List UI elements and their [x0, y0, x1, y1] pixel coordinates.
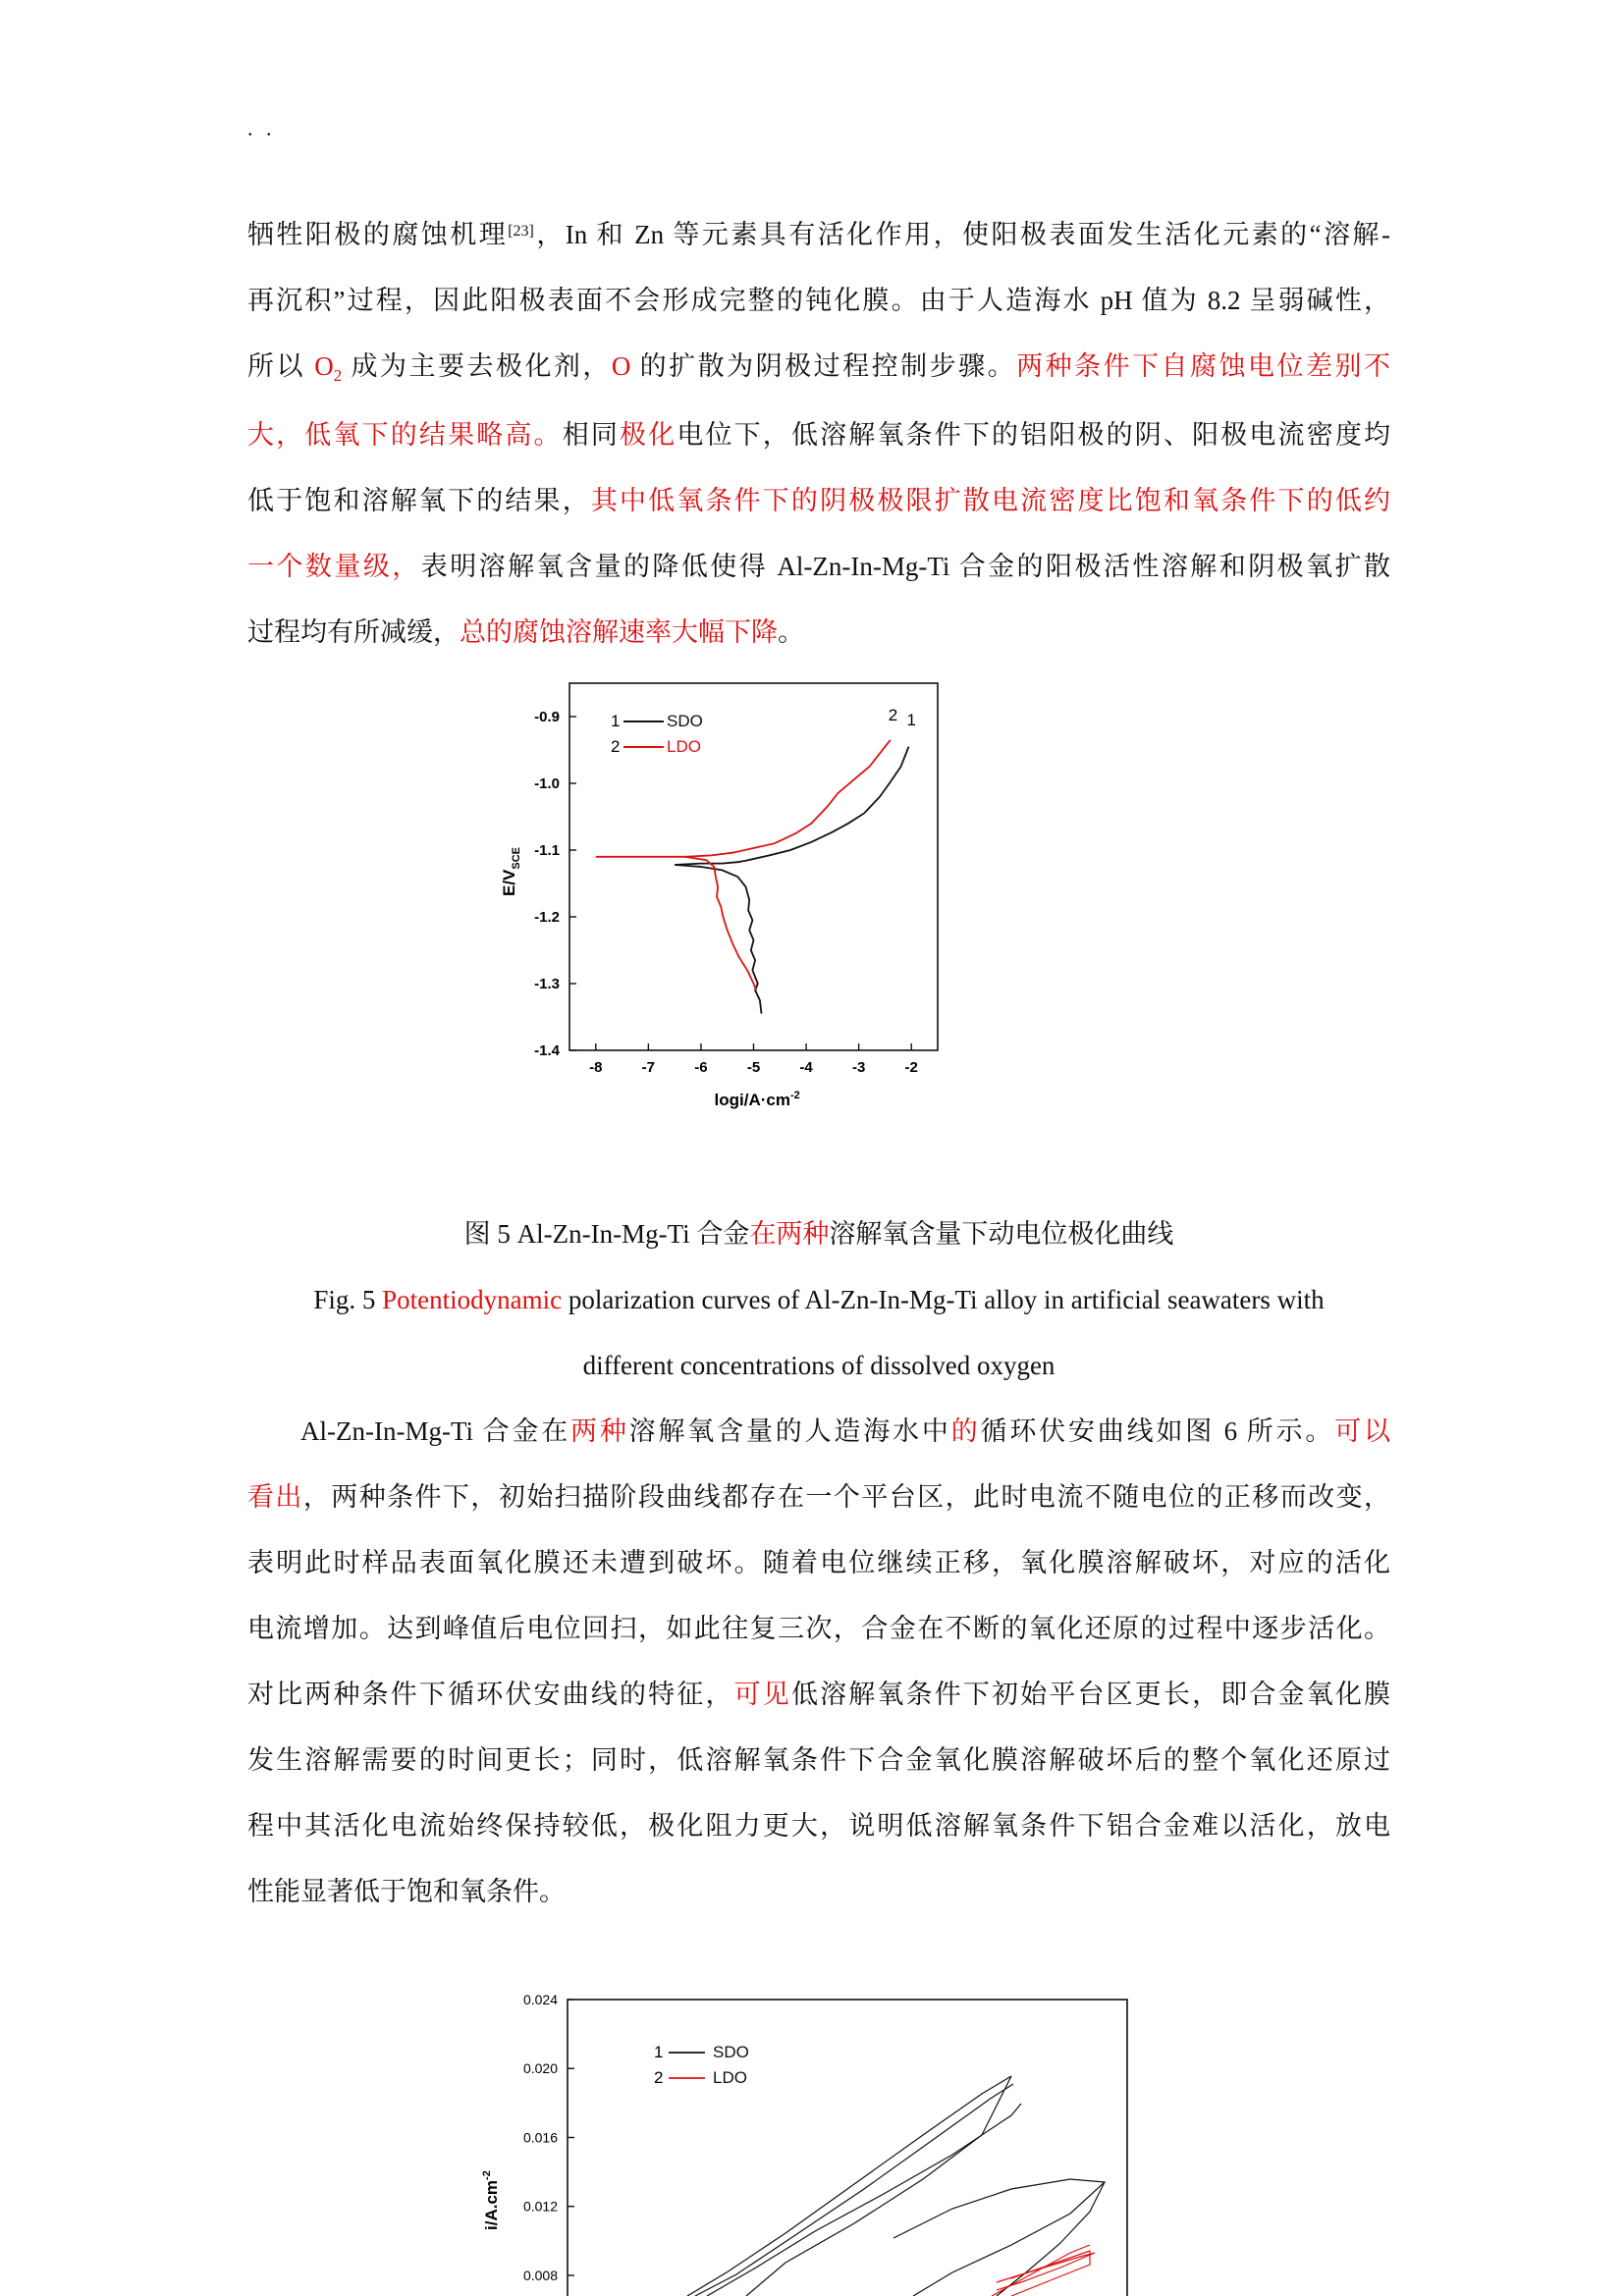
text-line — [247, 1465, 1390, 1530]
caption-run-text: 图 5 Al-Zn-In-Mg-Ti 合金 — [463, 1219, 750, 1249]
y-tick-label: 0.020 — [522, 2060, 558, 2077]
run-highlight: 大，低氧下的结果略高。 — [247, 420, 563, 450]
run-text: 性能显著低于饱和氧条件。 — [247, 1877, 566, 1906]
run-highlight: 的 — [950, 1416, 981, 1446]
run-text: 电流增加。达到峰值后电位回扫，如此往复三次，合金在不断的氧化还原的过程中逐步活化。 — [247, 1614, 1390, 1643]
text-line — [247, 402, 1390, 468]
run-text: 再沉积”过程，因此阳极表面不会形成完整的钝化膜。由于人造海水 pH 值为 8.2 呈弱碱性， — [247, 286, 1390, 315]
paragraph-1 — [247, 202, 1390, 666]
series-ldo — [596, 740, 891, 857]
text-line — [247, 202, 1390, 268]
x-tick-label: -2 — [904, 1059, 918, 1076]
legend-label: SDO — [713, 2043, 749, 2061]
paragraph-2 — [247, 1399, 1390, 1925]
run-text: 低于饱和溶解氧下的结果， — [247, 486, 591, 515]
plot-frame — [569, 683, 938, 1050]
caption-run-highlight: 在两种 — [749, 1219, 830, 1249]
run-text: ，两种条件下，初始扫描阶段曲线都存在一个平台区，此时电流不随电位的正移而改变， — [302, 1482, 1391, 1512]
caption-run-highlight: Potentiodynamic — [382, 1285, 563, 1314]
y-tick-label: 0.012 — [522, 2198, 558, 2215]
plot-frame — [568, 2000, 1127, 2296]
text-line — [247, 600, 1390, 666]
y-tick-label: -1.3 — [534, 976, 560, 992]
y-tick-label: -1.2 — [534, 909, 560, 926]
text-line — [247, 1793, 1390, 1859]
legend-number: 2 — [654, 2068, 664, 2087]
run-text: 溶解氧含量的人造海水中 — [628, 1416, 951, 1446]
run-text: 牺牲阳极的腐蚀机理 — [247, 220, 509, 249]
y-axis-label-sub: SCE — [511, 846, 522, 870]
run-text: [23] — [508, 223, 534, 240]
run-highlight: 其中低氧条件下的阴极极限扩散电流密度比饱和氧条件下的低约 — [590, 486, 1391, 515]
run-text: 电位下，低溶解氧条件下的铝阳极的阴、阳极电流密度均 — [677, 420, 1391, 450]
caption-run-text: 溶解氧含量下动电位极化曲线 — [829, 1219, 1174, 1249]
figure-5-caption-cn — [247, 1201, 1390, 1267]
figure-5-polarization-chart — [452, 677, 1159, 1178]
text-line — [247, 1399, 1390, 1465]
run-text: 低溶解氧条件下初始平台区更长，即合金氧化膜 — [790, 1680, 1391, 1709]
x-axis-label-sup: -2 — [789, 1090, 800, 1101]
run-text: 表明溶解氧含量的降低使得 Al-Zn-In-Mg-Ti 合金的阳极活性溶解和阴极氧扩散 — [420, 552, 1391, 581]
series-sdo-cycle — [893, 2179, 1105, 2296]
y-tick-label: -1.1 — [534, 842, 560, 859]
run-text: 。 — [778, 617, 804, 647]
run-highlight: 一个数量级， — [247, 552, 421, 581]
y-axis-label-sup: -2 — [481, 2170, 493, 2180]
text-line — [247, 468, 1390, 534]
text-line — [247, 334, 1390, 402]
x-tick-label: -7 — [641, 1059, 656, 1076]
run-highlight: 极化 — [620, 420, 677, 450]
x-axis-label: logi/$A\cdot cm^{-2}$ — [714, 1090, 800, 1109]
series-sdo-cycle — [707, 2104, 1021, 2296]
run-text: 表明此时样品表面氧化膜还未遭到破坏。随着电位继续正移，氧化膜溶解破坏，对应的活化 — [247, 1548, 1390, 1577]
legend-label: SDO — [667, 712, 703, 730]
y-tick-label: 0.016 — [522, 2129, 558, 2146]
curve-label: 1 — [906, 710, 916, 729]
run-text: 的扩散为阴极过程控制步骤。 — [630, 351, 1017, 381]
y-tick-label: -1.4 — [534, 1042, 560, 1059]
figure-5-caption-en-2: different concentrations of dissolved oxygen — [582, 1351, 1056, 1380]
x-tick-label: -5 — [746, 1059, 761, 1076]
text-line — [247, 268, 1390, 334]
y-tick-label: 0.024 — [522, 1992, 558, 2007]
text-line — [247, 1859, 1390, 1925]
series-sdo-cycle — [997, 2182, 1105, 2296]
run-highlight: 2 — [333, 366, 343, 385]
legend-number: 1 — [611, 712, 621, 730]
y-axis-label: $E/V_{SCE}$ — [500, 846, 522, 896]
run-text: 发生溶解需要的时间更长；同时，低溶解氧条件下合金氧化膜溶解破坏后的整个氧化还原过 — [247, 1745, 1390, 1775]
text-line — [247, 1728, 1390, 1793]
text-line — [247, 1596, 1390, 1662]
caption-run-text: polarization curves of Al-Zn-In-Mg-Ti alloy in artificial seawaters with — [562, 1285, 1325, 1314]
x-tick-label: -3 — [851, 1059, 866, 1076]
figure-6-cv-chart — [461, 1988, 1168, 2296]
curve-label: 2 — [888, 706, 898, 725]
run-text: Al-Zn-In-Mg-Ti 合金在 — [300, 1416, 571, 1446]
run-text: 程中其活化电流始终保持较低，极化阻力更大，说明低溶解氧条件下铝合金难以活化，放电 — [247, 1811, 1390, 1841]
series-ldo-cathodic — [685, 857, 756, 990]
run-text: 对比两种条件下循环伏安曲线的特征， — [247, 1680, 734, 1709]
legend-label: LDO — [713, 2068, 747, 2087]
run-highlight: O — [611, 351, 631, 381]
text-line — [247, 1530, 1390, 1596]
x-tick-label: -4 — [799, 1059, 813, 1076]
run-highlight: 可见 — [733, 1680, 791, 1709]
run-text: 成为主要去极化剂， — [342, 351, 612, 381]
run-text: ，In 和 Zn 等元素具有活化作用，使阳极表面发生活化元素的“溶解- — [533, 220, 1391, 249]
series-sdo — [675, 747, 908, 865]
x-tick-label: -6 — [694, 1059, 708, 1076]
y-tick-label: -0.9 — [534, 709, 560, 725]
y-tick-label: 0.008 — [522, 2267, 558, 2283]
text-line — [247, 1662, 1390, 1728]
run-highlight: 两种 — [570, 1416, 629, 1446]
legend-number: 2 — [611, 737, 621, 756]
text-line — [247, 534, 1390, 600]
run-highlight: O — [314, 351, 334, 381]
figure-5-caption-en-1 — [247, 1267, 1390, 1333]
legend-number: 1 — [654, 2043, 664, 2061]
y-tick-label: -1.0 — [534, 775, 560, 792]
run-text: 所以 — [247, 351, 315, 381]
caption-run-text: Fig. 5 — [313, 1285, 383, 1314]
run-highlight: 两种条件下自腐蚀电位差别不 — [1016, 351, 1391, 381]
series-sdo-cycle — [695, 2084, 1013, 2296]
legend-label: LDO — [667, 737, 701, 756]
run-highlight: 可以 — [1334, 1416, 1391, 1446]
y-axis-label: $i/A.cm^{-2}$ — [481, 2170, 501, 2230]
run-text: 过程均有所减缓， — [247, 617, 460, 647]
run-text: 相同 — [562, 420, 621, 450]
header-dots: . . — [247, 116, 276, 140]
x-tick-label: -8 — [589, 1059, 603, 1076]
run-text: 循环伏安曲线如图 6 所示。 — [980, 1416, 1335, 1446]
run-highlight: 看出 — [247, 1482, 303, 1512]
series-sdo-cycle — [687, 2076, 1011, 2296]
run-highlight: 总的腐蚀溶解速率大幅下降 — [460, 617, 778, 647]
